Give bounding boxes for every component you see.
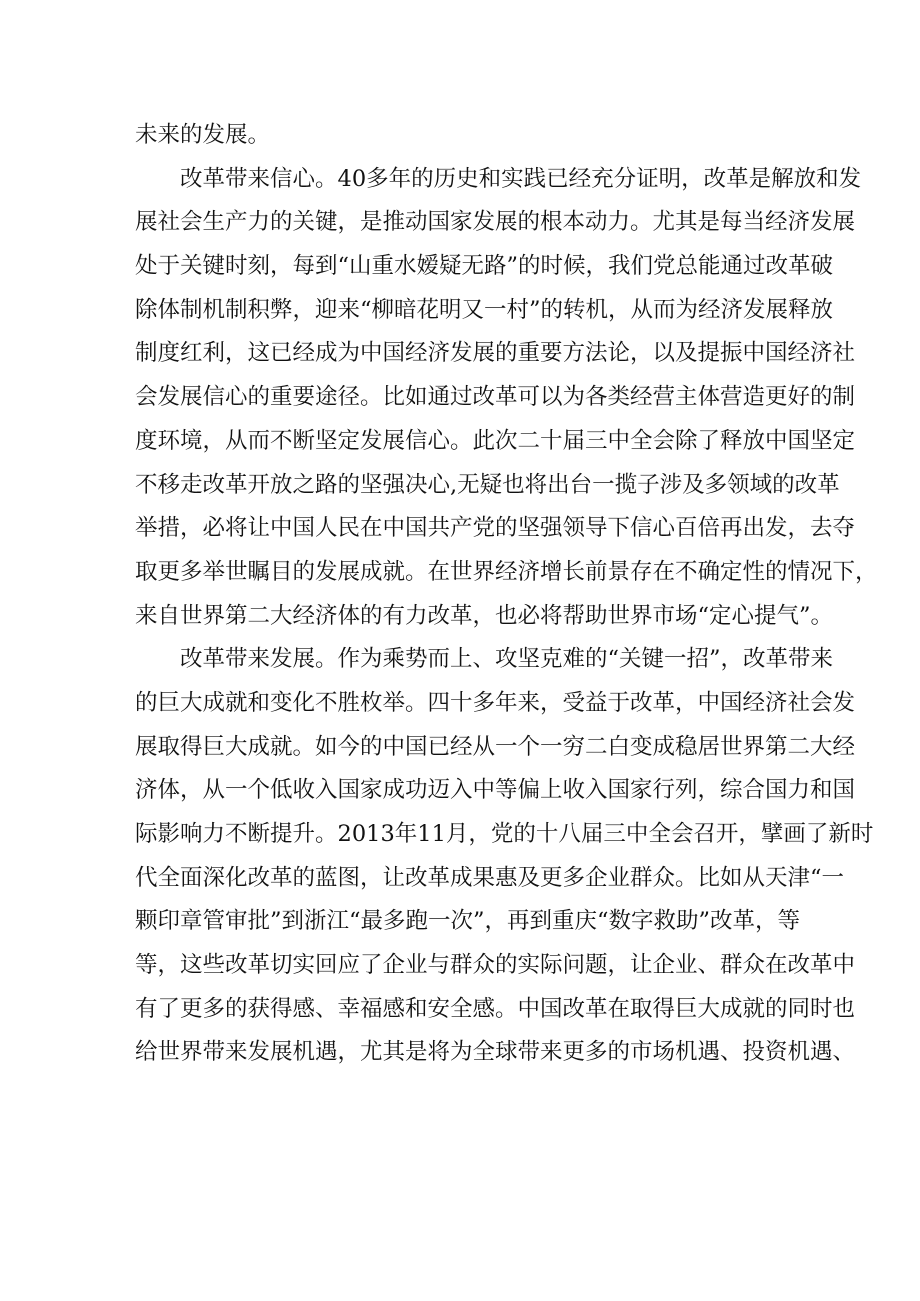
paragraph-1-line: 处于关键时刻，每到“山重水嫒疑无路”的时候，我们党总能通过改革破 (135, 253, 834, 280)
text-line: 未来的发展。 (135, 122, 271, 148)
paragraph-1-line: 展社会生产力的关键，是推动国家发展的根本动力。尤其是每当经济发展 (135, 209, 856, 236)
paragraph-1-line: 改革带来信心。40多年的历史和实践已经充分证明，改革是解放和发 (180, 165, 862, 192)
paragraph-2-line: 济体，从一个低收入国家成功迈入中等偏上收入国家行列，综合国力和国 (135, 777, 856, 804)
paragraph-2-line: 颗印章管审批”到浙江“最多跑一次”，再到重庆“数字救助”改革，等 (135, 908, 801, 935)
paragraph-2-line: 的巨大成就和变化不胜枚举。四十多年来，受益于改革，中国经济社会发 (135, 689, 856, 716)
paragraph-2-line: 代全面深化改革的蓝图，让改革成果惠及更多企业群众。比如从天津“一 (135, 864, 845, 891)
paragraph-1-line: 来自世界第二大经济体的有力改革，也必将帮助世界市场“定心提气”。 (135, 602, 834, 629)
paragraph-2-line: 给世界带来发展机遇，尤其是将为全球带来更多的市场机遇、投资机遇、 (135, 1039, 856, 1066)
paragraph-2-line: 际影响力不断提升。2013年11月，党的十八届三中全会召开，擘画了新时 (135, 821, 874, 847)
paragraph-1-line: 度环境，从而不断坚定发展信心。此次二十届三中全会除了释放中国坚定 (135, 427, 856, 454)
paragraph-2-line: 改革带来发展。作为乘势而上、攻坚克难的“关键一招”，改革带来 (180, 646, 834, 673)
paragraph-1-line: 取更多举世瞩目的发展成就。在世界经济增长前景存在不确定性的情况下， (135, 558, 878, 585)
paragraph-2-line: 等，这些改革切实回应了企业与群众的实际问题，让企业、群众在改革中 (135, 952, 856, 979)
paragraph-2-line: 展取得巨大成就。如今的中国已经从一个一穷二白变成稳居世界第二大经 (135, 733, 856, 760)
paragraph-1-line: 不移走改革开放之路的坚强决心,无疑也将出台一揽子涉及多领域的改革 (135, 471, 840, 498)
document-body (135, 114, 878, 1075)
paragraph-1-line: 制度红利，这已经成为中国经济发展的重要方法论，以及提振中国经济社 (135, 340, 856, 367)
paragraph-1-line: 除体制机制积弊，迎来“柳暗花明又一村”的转机，从而为经济发展释放 (135, 296, 834, 323)
paragraph-2-line: 有了更多的获得感、幸福感和安全感。中国改革在取得巨大成就的同时也 (135, 995, 856, 1022)
paragraph-1-line: 会发展信心的重要途径。比如通过改革可以为各类经营主体营造更好的制 (135, 384, 856, 411)
paragraph-1-line: 举措，必将让中国人民在中国共产党的坚强领导下信心百倍再出发，去夺 (135, 515, 856, 542)
